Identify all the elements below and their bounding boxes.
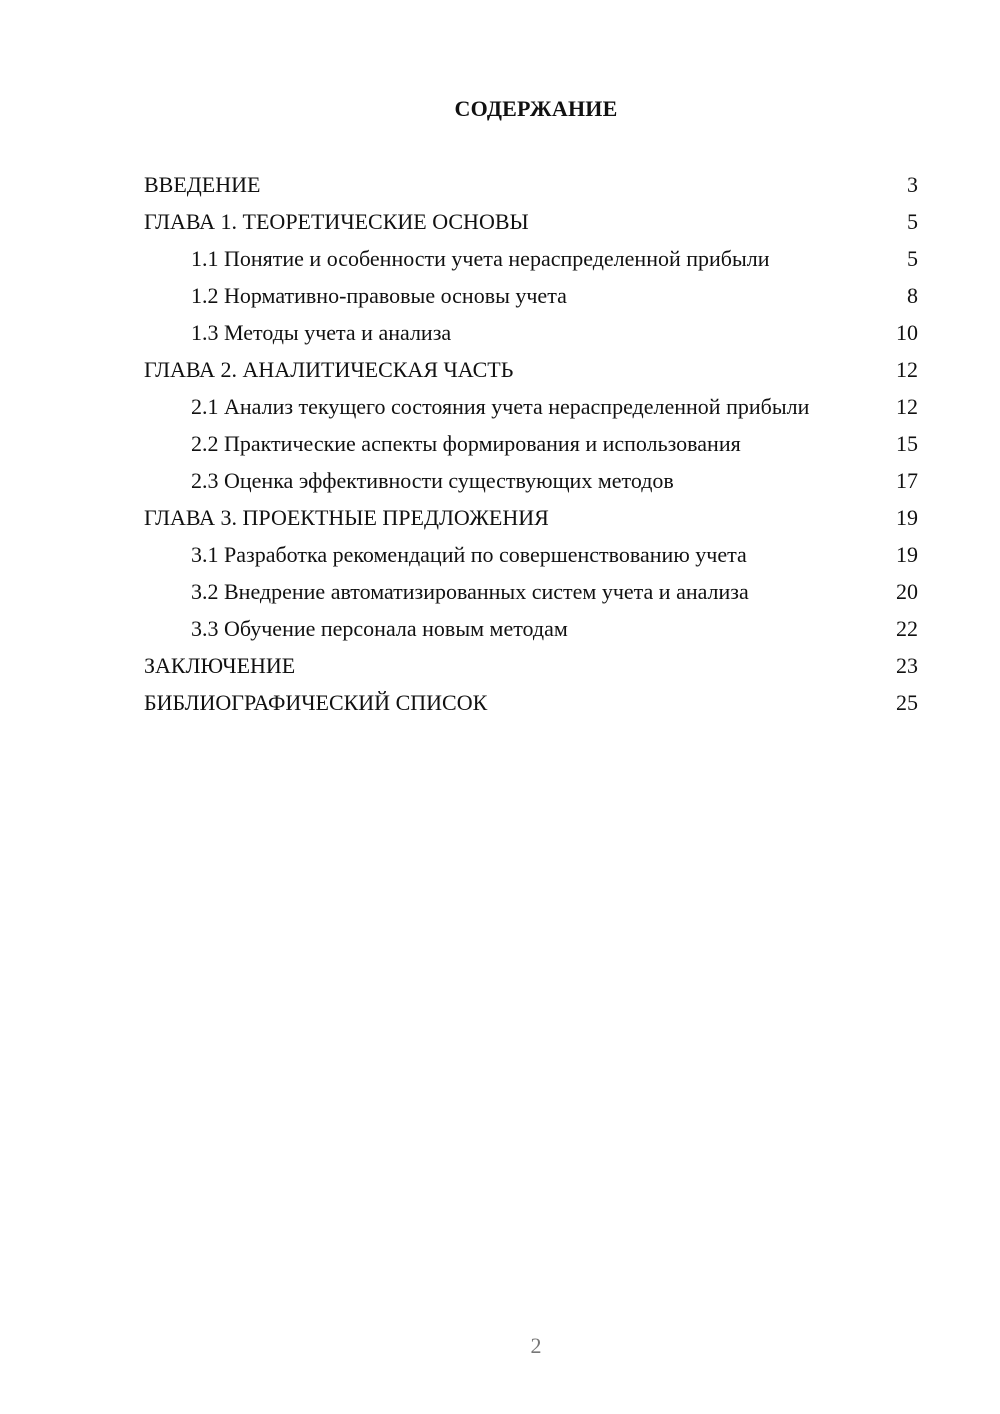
toc-entry-label: 3.3 Обучение персонала новым методам — [191, 616, 568, 641]
toc-entry-conclusion[interactable] — [144, 647, 918, 684]
toc-entry-label: 3.1 Разработка рекомендаций по совершенствованию учета — [191, 542, 747, 567]
toc-entry-bibliography[interactable] — [144, 684, 918, 721]
table-of-contents — [144, 166, 918, 721]
toc-entry-label: 2.2 Практические аспекты формирования и использования — [191, 431, 741, 456]
toc-entry-section-3-1[interactable] — [144, 536, 918, 573]
toc-entry-label: 2.3 Оценка эффективности существующих методов — [191, 468, 674, 493]
toc-entry-page-number: 15 — [896, 431, 918, 456]
toc-entry-section-1-2[interactable] — [144, 277, 918, 314]
toc-entry-label: ГЛАВА 2. АНАЛИТИЧЕСКАЯ ЧАСТЬ — [144, 357, 514, 382]
toc-entry-page-number: 17 — [896, 468, 918, 493]
toc-entry-page-number: 12 — [896, 357, 918, 382]
toc-entry-page-number: 8 — [907, 283, 918, 308]
toc-entry-label: ГЛАВА 3. ПРОЕКТНЫЕ ПРЕДЛОЖЕНИЯ — [144, 505, 549, 530]
toc-entry-introduction[interactable] — [144, 166, 918, 203]
toc-entry-section-2-1[interactable] — [144, 388, 918, 425]
toc-entry-label: ЗАКЛЮЧЕНИЕ — [144, 653, 296, 678]
toc-entry-label: 1.3 Методы учета и анализа — [191, 320, 452, 345]
page-number: 2 — [530, 1333, 542, 1358]
toc-entry-label: ГЛАВА 1. ТЕОРЕТИЧЕСКИЕ ОСНОВЫ — [144, 209, 529, 234]
toc-entry-page-number: 22 — [896, 616, 918, 641]
toc-entry-page-number: 10 — [896, 320, 918, 345]
toc-entry-page-number: 20 — [896, 579, 918, 604]
page-title: СОДЕРЖАНИЕ — [454, 96, 618, 121]
toc-entry-page-number: 19 — [896, 505, 918, 530]
toc-entry-label: 1.1 Понятие и особенности учета нераспределенной прибыли — [191, 246, 770, 271]
toc-entry-label: БИБЛИОГРАФИЧЕСКИЙ СПИСОК — [144, 690, 488, 715]
toc-entry-chapter-1[interactable] — [144, 203, 918, 240]
toc-entry-label: 3.2 Внедрение автоматизированных систем учета и анализа — [191, 579, 749, 604]
toc-entry-page-number: 12 — [896, 394, 918, 419]
toc-entry-page-number: 25 — [896, 690, 918, 715]
toc-entry-section-1-3[interactable] — [144, 314, 918, 351]
toc-entry-page-number: 5 — [907, 209, 918, 234]
toc-entry-chapter-2[interactable] — [144, 351, 918, 388]
toc-entry-label: 2.1 Анализ текущего состояния учета нераспределенной прибыли — [191, 394, 810, 419]
toc-entry-chapter-3[interactable] — [144, 499, 918, 536]
toc-entry-section-3-2[interactable] — [144, 573, 918, 610]
toc-entry-page-number: 23 — [896, 653, 918, 678]
toc-entry-page-number: 5 — [907, 246, 918, 271]
toc-entry-page-number: 3 — [907, 172, 918, 197]
toc-entry-section-2-2[interactable] — [144, 425, 918, 462]
toc-entry-label: ВВЕДЕНИЕ — [144, 172, 261, 197]
toc-entry-section-3-3[interactable] — [144, 610, 918, 647]
toc-entry-section-1-1[interactable] — [144, 240, 918, 277]
toc-entry-label: 1.2 Нормативно-правовые основы учета — [191, 283, 567, 308]
toc-entry-page-number: 19 — [896, 542, 918, 567]
toc-entry-section-2-3[interactable] — [144, 462, 918, 499]
